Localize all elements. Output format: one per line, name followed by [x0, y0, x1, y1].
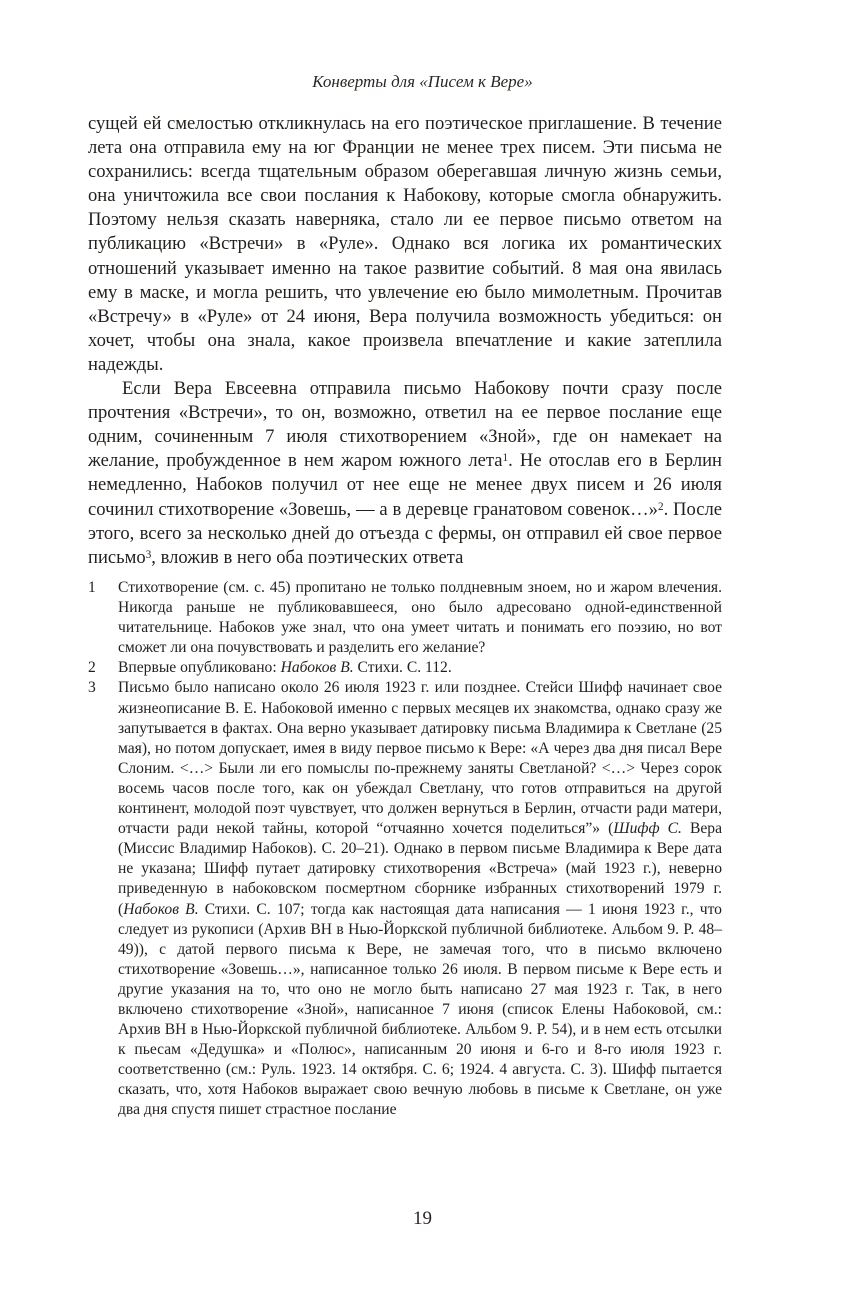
footnote-text: Стихи. С. 107; тогда как настоящая дата написания — 1 июня 1923 г., что следует из рукописи (Архив ВН в Нью-Йоркской публичной библиотеке. Альбом 9. P. 48–49)), с датой первого письма к Вере, не замечая того, что в письмо включено стихотворение «Зовешь…», написанное только 26 июля. В первом письме к Вере есть и другие указания на то, что оно не могло быть написано 27 мая 1923 г. Так, в него включено стихотворение «Зной», написанное 7 июня (список Елены Набоковой, см.: Архив ВН в Нью-Йоркской публичной библиотеке. Альбом 9. P. 54), и в нем есть отсылки к пьесам «Дедушка» и «Полюс», написанным 20 июня и 6-го и 8-го июля 1923 г. соответственно (см.: Руль. 1923. 14 октября. С. 6; 1924. 4 августа. С. 3). Шифф пытается сказать, что, хотя Набоков выражает свою вечную любовь в письме к Светлане, он уже два дня спустя пишет страстное послание [118, 900, 722, 1119]
running-head: Конверты для «Писем к Вере» [312, 72, 533, 91]
footnote-3 [88, 678, 722, 1120]
footnote-text: Письмо было написано около 26 июля 1923 г. или позднее. Стейси Шифф начинает свое жизнеописание В. Е. Набоковой именно с первых месяцев их знакомства, однако сразу же запутывается в фактах. Она верно указывает датировку письма Владимира к Светлане (25 мая), но потом допускает, имея в виду первое письмо к Вере: «А через два дня писал Вере Слоним. <…> Были ли его помыслы по-прежнему заняты Светланой? <…> Через сорок восемь часов после того, как он убеждал Светлану, что готов отправиться на другой континент, молодой поэт чувствует, что должен вернуться в Берлин, отчасти ради матери, отчасти ради некой тайны, которой “отчаянно хочется поделиться”» ( [118, 679, 722, 838]
paragraph-2 [88, 377, 722, 570]
paragraph-2-part-2: . Не отослав его в Берлин немедленно, Набоков получил от нее еще не менее двух писем и 26 июля сочинил стихотворение «Зовешь, — а в деревце гранатовом совенок…» [88, 450, 722, 520]
footnote-number: 1 [88, 579, 96, 596]
footnote-1 [88, 578, 722, 658]
footnote-text: Вера (Миссис Владимир Набоков). С. 20–21). Однако в первом письме Владимира к Вере дата не указана; Шифф путает датировку стихотворения «Встреча» (май 1923 г.), неверно приведенную в набоковском посмертном сборнике избранных стихотворений 1979 г. ( [118, 820, 722, 918]
footnote-2 [88, 658, 722, 678]
footnote-text: Стихотворение (см. с. 45) пропитано не только полдневным зноем, но и жаром влечения. Никогда раньше не публиковавшееся, оно было адресовано одной-единственной читательнице. Набоков уже знал, что она умеет читать и понимать его поэзию, но вот сможет ли она почувствовать и разделить его желание? [118, 579, 722, 657]
footnote-author: Набоков В. [123, 900, 199, 918]
footnote-text: Впервые опубликовано: [118, 659, 281, 677]
footnote-ref-2: 2 [657, 500, 664, 513]
footnote-author: Шифф С. [613, 820, 682, 838]
footnote-author: Набоков В. [280, 659, 354, 677]
footnote-number: 2 [88, 659, 96, 677]
footnote-text: Стихи. С. 112. [353, 659, 452, 677]
footnote-ref-3: 3 [145, 548, 152, 561]
paragraph-2-part-4: , вложив в него оба поэтических ответа [151, 546, 464, 568]
paragraph-1: сущей ей смелостью откликнулась на его поэтическое приглашение. В течение лета она отправила ему на юг Франции не менее трех писем. Эти письма не сохранились: всегда тщательным образом оберегавшая личную жизнь семьи, она уничтожила все свои послания к Набокову, которые смогла обнаружить. Поэтому нельзя сказать наверняка, стало ли ее первое письмо ответом на публикацию «Встречи» в «Руле». Однако вся логика их романтических отношений указывает именно на такое развитие событий. 8 мая она явилась ему в маске, и могла решить, что увлечение ею было мимолетным. Прочитав «Встречу» в «Руле» от 24 июня, Вера получила возможность убедиться: он хочет, чтобы она знала, какое произвела впечатление и какие затеплила надежды. [88, 113, 722, 375]
footnotes [88, 578, 722, 1121]
page-number: 19 [413, 1208, 432, 1229]
main-text [88, 112, 722, 570]
paragraph-2-part-3: . После этого, всего за несколько дней до отъезда с фермы, он отправил ей свое первое письмо [88, 498, 722, 568]
footnote-ref-1: 1 [502, 452, 509, 465]
footnote-number: 3 [88, 679, 96, 697]
paragraph-2-part-1: Если Вера Евсеевна отправила письмо Набокову почти сразу после прочтения «Встречи», то он, возможно, ответил на ее первое послание еще одним, сочиненным 7 июля стихотворением «Зной», где он намекает на желание, пробужденное в нем жаром южного лета [88, 378, 722, 472]
